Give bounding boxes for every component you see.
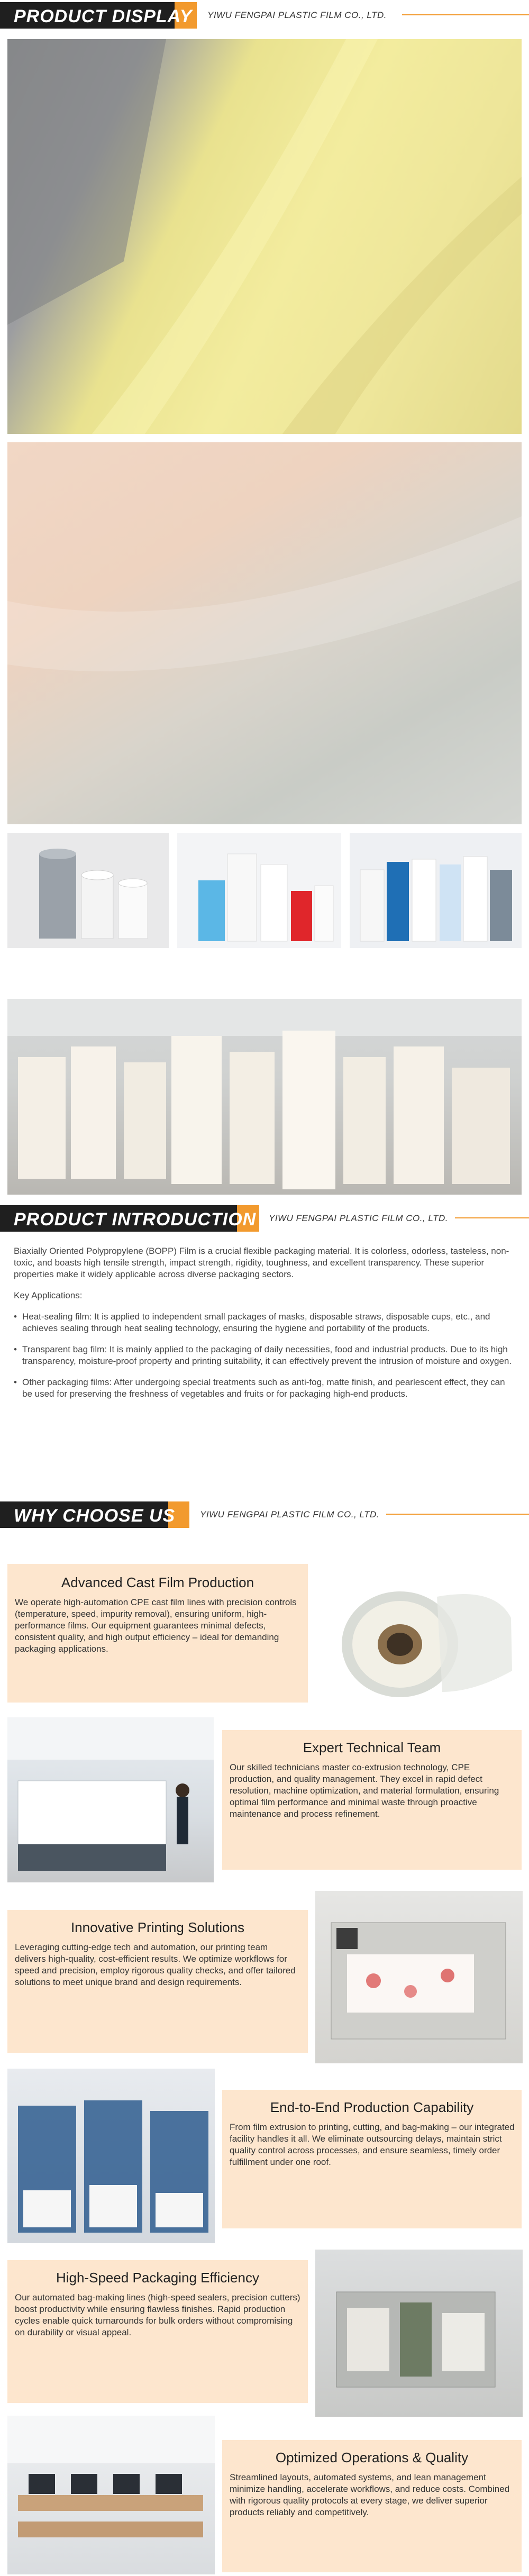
section-header-why (0, 1499, 529, 1530)
feature-text: From film extrusion to printing, cutting, and bag-making – our integrated facility handles it all. We eliminate outsourcing delays, maintain strict quality control across processes, and ensure seamless, timely order fulfillment under one roof. (230, 2122, 515, 2167)
photo-film-roll-closeup (315, 1544, 523, 1707)
photo-yellow-film (7, 39, 522, 434)
section-title: PRODUCT INTRODUCTION (14, 1209, 257, 1230)
intro-bullet: • Transparent bag film: It is mainly applied to the packaging of daily necessities, food and industrial products. Due to its high transparency, moisture-proof property and printing suitability, it can effectively prevent the intrusion of moisture and oxygen. (14, 1344, 512, 1366)
photo-film-rolls-printed (350, 833, 522, 948)
feature-card-cast-film (7, 1564, 308, 1703)
photo-film-rolls-color (177, 833, 341, 948)
photo-technical-team (7, 1717, 214, 1882)
feature-text: Streamlined layouts, automated systems, and lean management minimize handling, accelerate workflows, and reduce costs. Combined with rigorous quality protocols at every stage, we deliver superior products reliably and competitively. (230, 2472, 510, 2517)
feature-card-technical-team (222, 1730, 522, 1870)
intro-text-block (14, 1245, 516, 1409)
feature-card-packaging (7, 2260, 308, 2403)
feature-card-operations (222, 2440, 522, 2572)
section-header-intro (0, 1203, 529, 1234)
header-divider-line (455, 1217, 529, 1218)
feature-text: Our skilled technicians master co-extrusion technology, CPE production, and quality management. They excel in rapid defect resolution, machine optimization, and material formulation, ensuring optimal film performance and minimal waste through proactive maintenance and process refinement. (230, 1762, 499, 1819)
feature-text: We operate high-automation CPE cast film lines with precision controls (temperature, speed, impurity removal), ensuring uniform, high-performance films. Our equipment guarantees minimal defects, consistent quality, and high output efficiency – ideal for demanding packaging applications. (15, 1597, 297, 1654)
photo-production-racks (7, 2069, 215, 2243)
intro-bullet: • Heat-sealing film: It is applied to independent small packages of masks, disposable straws, disposable cups, etc., and achieves sealing through heat sealing technology, ensuring the hygiene and portability of the products. (14, 1312, 490, 1333)
photo-bag-making-line (315, 2250, 523, 2417)
company-name: YIWU FENGPAI PLASTIC FILM CO., LTD. (269, 1213, 448, 1223)
company-name: YIWU FENGPAI PLASTIC FILM CO., LTD. (207, 10, 387, 20)
section-header-display (0, 0, 529, 31)
photo-office (7, 2416, 215, 2574)
feature-title: Advanced Cast Film Production (61, 1574, 254, 1590)
intro-key-heading: Key Applications: (14, 1290, 83, 1300)
photo-printing-machine (315, 1891, 523, 2063)
header-divider-line (386, 1514, 529, 1515)
feature-text: Our automated bag-making lines (high-speed sealers, precision cutters) boost productivity while ensuring flawless finishes. Rapid production cycles enable quick turnarounds for bulk orders without compromising on durability or visual appeal. (15, 2292, 300, 2337)
feature-title: Innovative Printing Solutions (70, 1919, 245, 1935)
photo-beige-film (7, 442, 522, 824)
section-title: PRODUCT DISPLAY (14, 6, 193, 26)
feature-card-end-to-end (222, 2090, 522, 2228)
feature-title: Optimized Operations & Quality (275, 2450, 469, 2465)
header-divider-line (402, 14, 529, 15)
section-title: WHY CHOOSE US (14, 1506, 176, 1526)
feature-card-printing (7, 1910, 308, 2053)
photo-film-rolls-grey (7, 833, 169, 948)
company-name: YIWU FENGPAI PLASTIC FILM CO., LTD. (200, 1509, 379, 1519)
feature-title: Expert Technical Team (303, 1740, 441, 1755)
feature-title: End-to-End Production Capability (270, 2099, 474, 2115)
intro-lead: Biaxially Oriented Polypropylene (BOPP) Film is a crucial flexible packaging material. It is colorless, odorless, tasteless, non-toxic, and boasts high tensile strength, impact strength, rigidity, toughness, and excellent transparency. These superior properties make it widely applicable across diverse packaging sectors. (14, 1246, 509, 1279)
intro-bullet: • Other packaging films: After undergoing special treatments such as anti-fog, matte finish, and pearlescent effect, they can be used for preserving the freshness of vegetables and fruits or for packaging high-end products. (14, 1377, 505, 1399)
feature-text: Leveraging cutting-edge tech and automation, our printing team delivers high-quality, cost-efficient results. We optimize workflows for speed and precision, employ rigorous quality checks, and offer tailored solutions to meet unique brand and design requirements. (15, 1942, 296, 1987)
feature-title: High-Speed Packaging Efficiency (56, 2270, 259, 2286)
photo-warehouse (7, 999, 522, 1195)
